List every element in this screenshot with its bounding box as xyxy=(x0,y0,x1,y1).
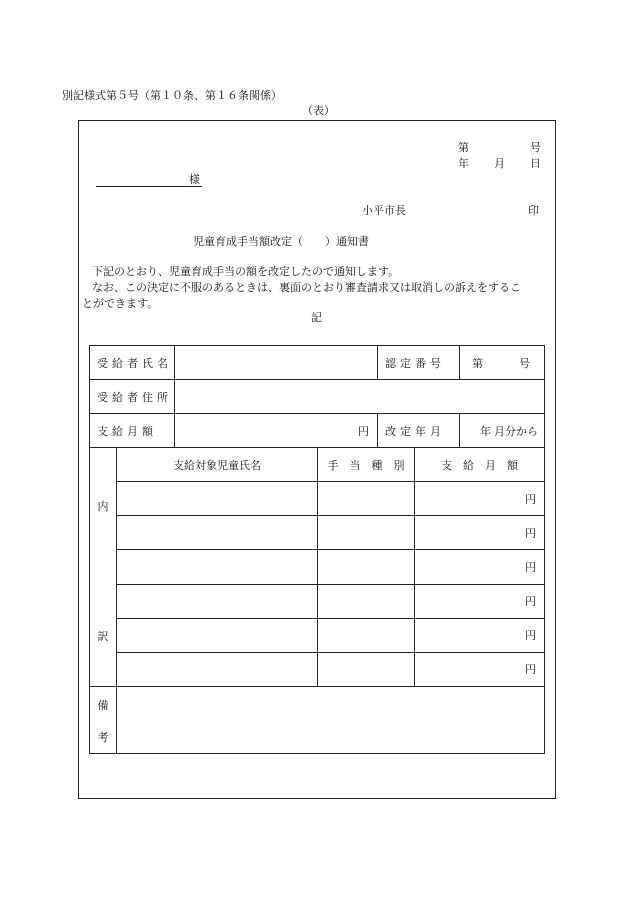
breakdown-row xyxy=(90,516,545,550)
date-day: 日 xyxy=(530,157,541,170)
revision-label: 改定年月 xyxy=(378,414,460,448)
form-title: 別記様式第５号（第１０条、第１６条関係） xyxy=(62,89,282,102)
child-name-cell[interactable] xyxy=(117,550,318,584)
monthly-amount-row xyxy=(90,414,545,448)
breakdown-row xyxy=(90,584,545,618)
recipient-address-label: 受給者住所 xyxy=(90,380,175,414)
yen-unit: 円 xyxy=(525,492,537,506)
remarks-bottom: 考 xyxy=(97,731,109,744)
recipient-name-row xyxy=(90,346,545,380)
child-name-cell[interactable] xyxy=(117,618,318,652)
breakdown-row xyxy=(90,482,545,516)
monthly-amount-field[interactable] xyxy=(175,414,378,448)
allowance-type-cell[interactable] xyxy=(318,652,415,686)
breakdown-row xyxy=(90,618,545,652)
breakdown-label-cell xyxy=(90,448,117,687)
side-label: （表） xyxy=(302,104,335,117)
breakdown-row xyxy=(90,550,545,584)
col-child-name: 支給対象児童氏名 xyxy=(117,448,318,482)
cert-go: 号 xyxy=(519,356,531,370)
monthly-amount-label: 支給月額 xyxy=(90,414,175,448)
remarks-label-cell xyxy=(90,687,117,754)
allowance-type-cell[interactable] xyxy=(318,482,415,516)
allowance-type-cell[interactable] xyxy=(318,584,415,618)
revision-month-from: 月分から xyxy=(494,424,539,438)
breakdown-top: 内 xyxy=(97,500,109,513)
yen-unit: 円 xyxy=(525,595,537,609)
amount-cell[interactable] xyxy=(415,618,545,652)
breakdown-bottom: 訳 xyxy=(97,630,109,643)
child-name-cell[interactable] xyxy=(117,516,318,550)
yen-unit: 円 xyxy=(525,663,537,677)
body-line-2: なお、この決定に不服のあるときは、裏面のとおり審査請求又は取消しの訴えをするこ xyxy=(92,281,521,294)
amount-cell[interactable] xyxy=(415,652,545,686)
revision-field[interactable] xyxy=(460,414,545,448)
document-title: 児童育成手当額改定（ ）通知書 xyxy=(193,235,369,248)
child-name-cell[interactable] xyxy=(117,584,318,618)
number-dai: 第 xyxy=(458,141,469,154)
remarks-row xyxy=(90,687,545,754)
child-name-cell[interactable] xyxy=(117,652,318,686)
cert-dai: 第 xyxy=(472,356,484,370)
remarks-top: 備 xyxy=(97,699,109,712)
date-month: 月 xyxy=(494,157,505,170)
body-line-1: 下記のとおり、児童育成手当の額を改定したので通知します。 xyxy=(92,265,400,278)
ki-label: 記 xyxy=(311,311,322,324)
amount-cell[interactable] xyxy=(415,550,545,584)
yen-unit: 円 xyxy=(525,560,537,574)
col-allowance-type: 手 当 種 別 xyxy=(318,448,415,482)
date-year: 年 xyxy=(458,157,469,170)
yen-unit: 円 xyxy=(525,629,537,643)
breakdown-header-row xyxy=(90,448,545,482)
amount-cell[interactable] xyxy=(415,584,545,618)
details-table xyxy=(89,345,545,754)
cert-number-label: 認定番号 xyxy=(378,346,460,380)
amount-cell[interactable] xyxy=(415,516,545,550)
revision-year: 年 xyxy=(480,424,492,438)
issuer-name: 小平市長 xyxy=(362,204,406,217)
yen-unit: 円 xyxy=(525,526,537,540)
child-name-cell[interactable] xyxy=(117,482,318,516)
allowance-type-cell[interactable] xyxy=(318,618,415,652)
seal-mark: 印 xyxy=(528,204,539,217)
allowance-type-cell[interactable] xyxy=(318,516,415,550)
recipient-address-row xyxy=(90,380,545,414)
remarks-field[interactable] xyxy=(117,687,545,754)
number-go: 号 xyxy=(530,141,541,154)
breakdown-row xyxy=(90,652,545,686)
cert-number-field[interactable] xyxy=(460,346,545,380)
amount-cell[interactable] xyxy=(415,482,545,516)
monthly-amount-yen: 円 xyxy=(358,424,370,438)
recipient-name-label: 受給者氏名 xyxy=(90,346,175,380)
addressee-suffix: 様 xyxy=(189,173,200,186)
recipient-address-field[interactable] xyxy=(175,380,545,414)
recipient-name-field[interactable] xyxy=(175,346,378,380)
addressee-line xyxy=(96,186,202,187)
body-line-3: とができます。 xyxy=(82,297,159,310)
col-monthly-amount: 支 給 月 額 xyxy=(415,448,545,482)
allowance-type-cell[interactable] xyxy=(318,550,415,584)
